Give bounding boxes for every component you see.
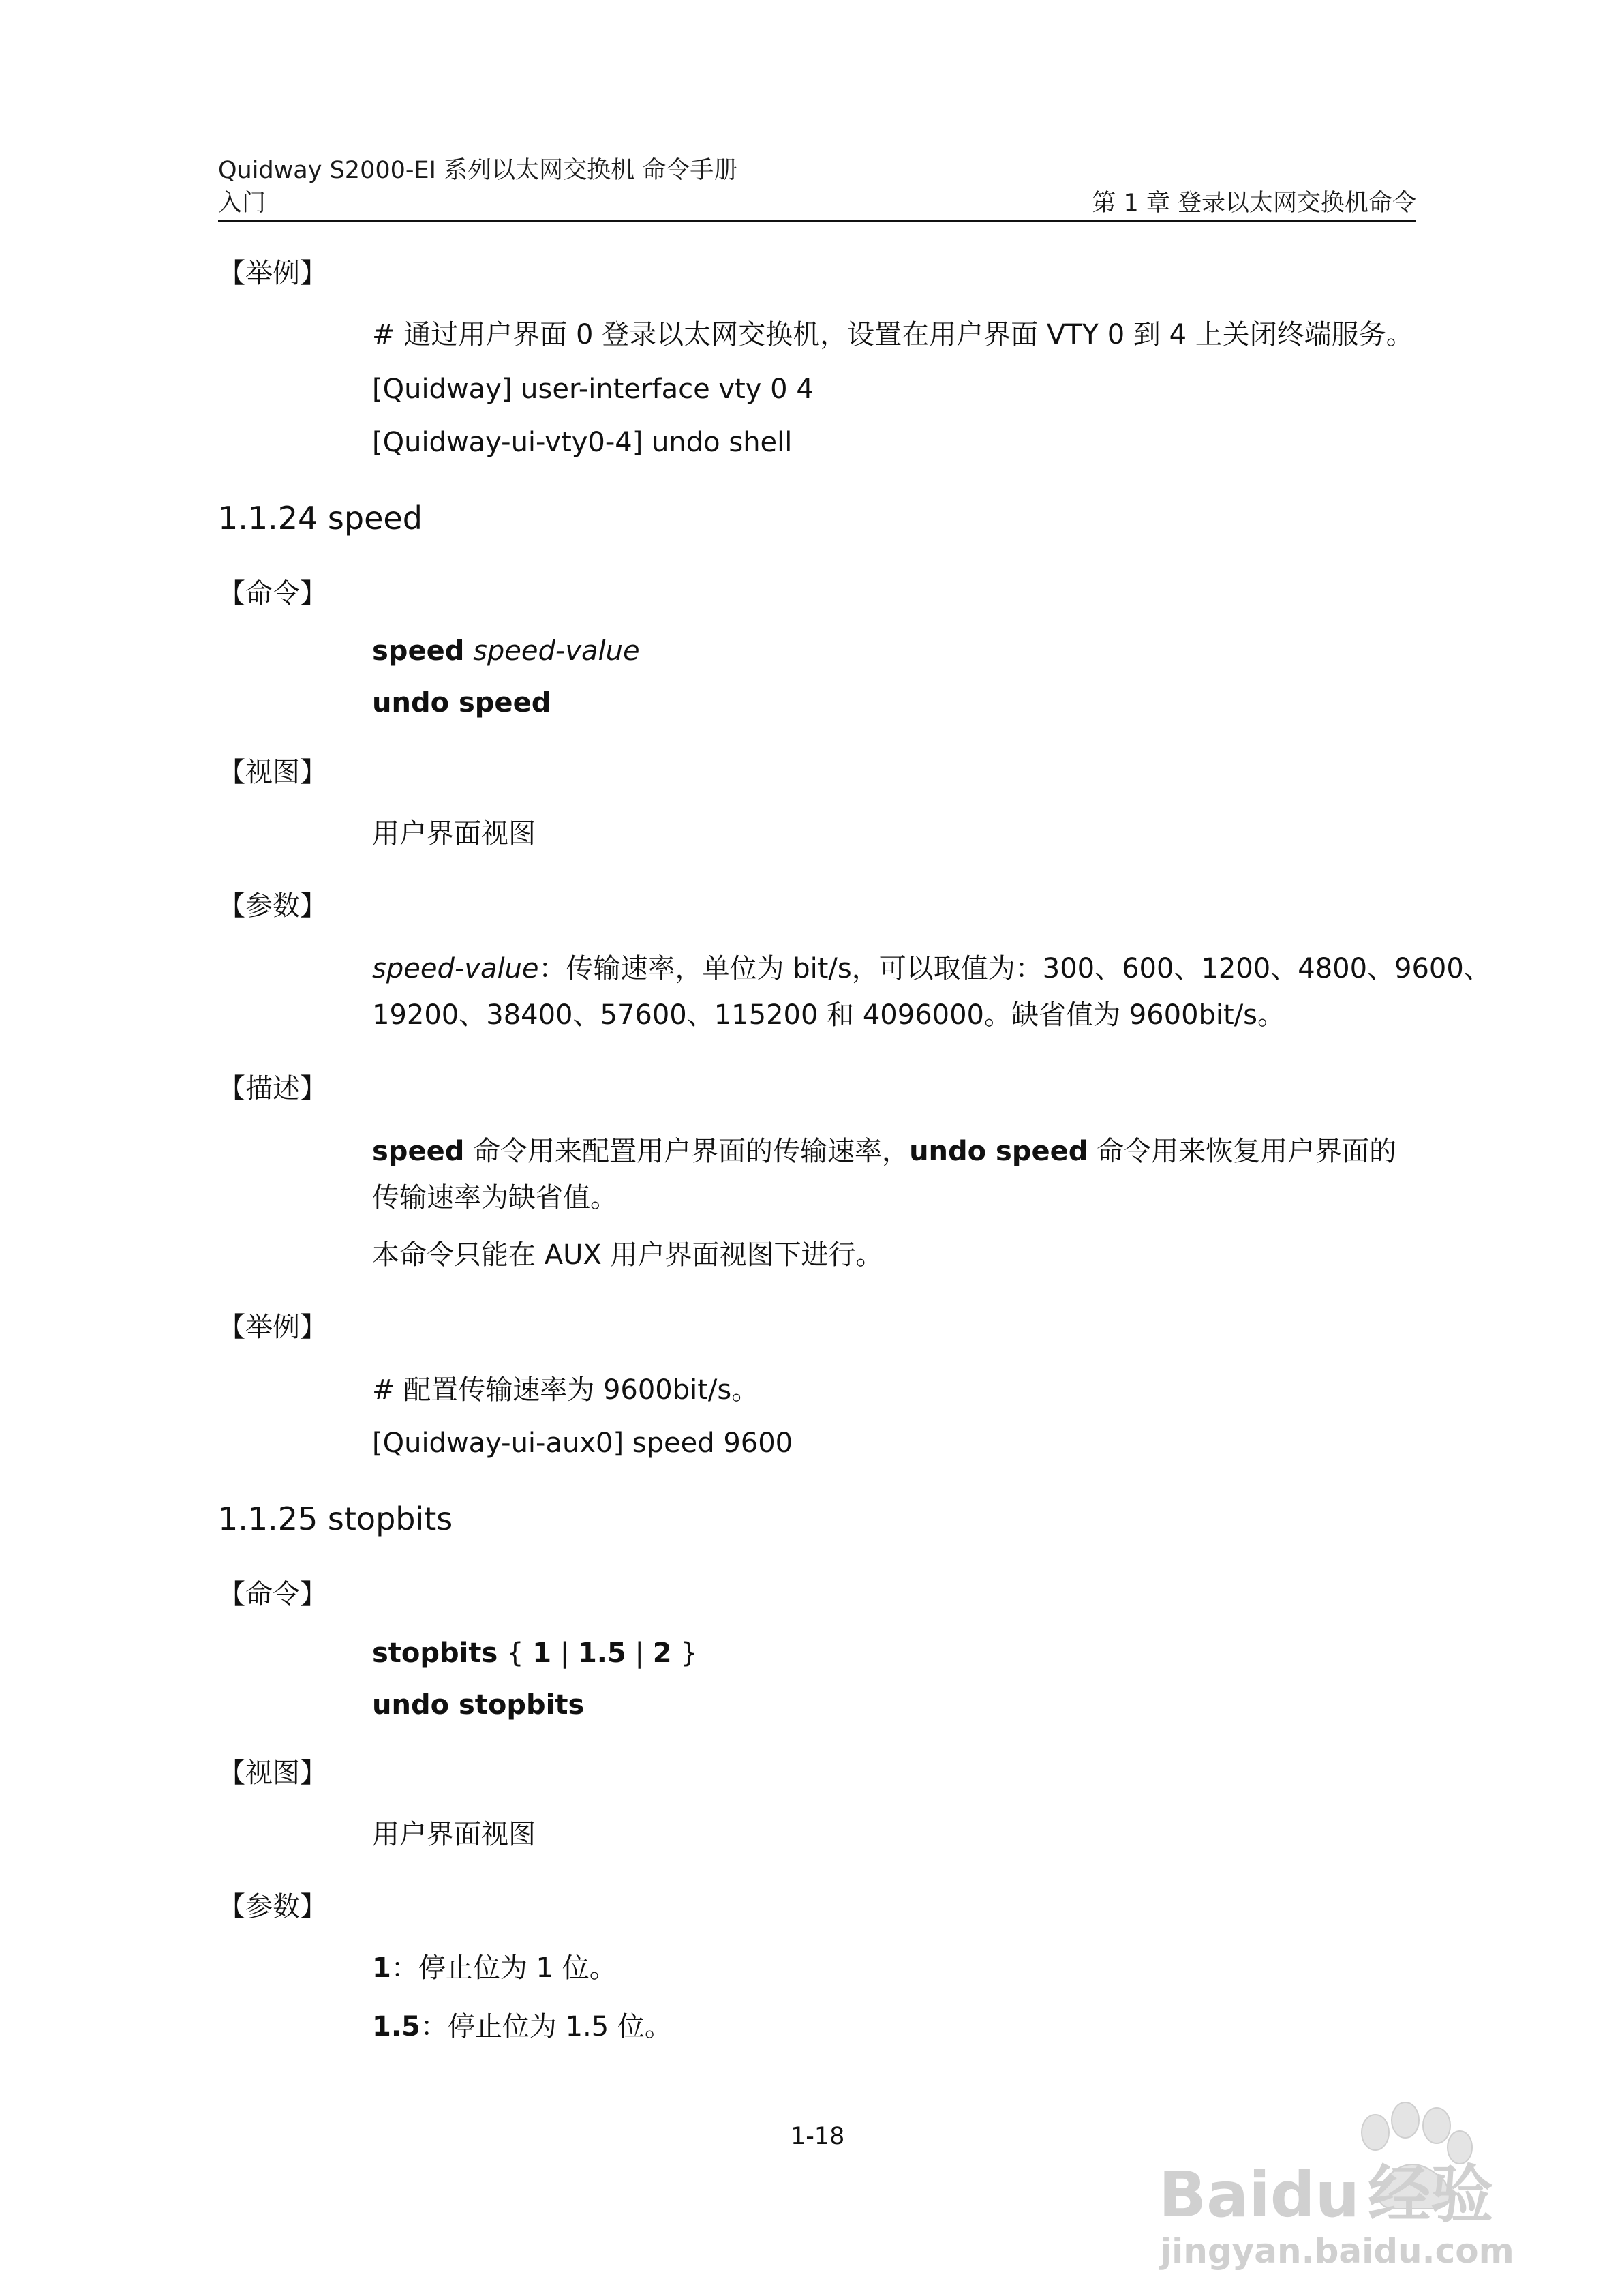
param-key-1-5: 1.5 bbox=[372, 2011, 420, 2042]
desc-text-1: 命令用来配置用户界面的传输速率， bbox=[464, 1136, 910, 1167]
desc-line-2: 传输速率为缺省值。 bbox=[372, 1182, 617, 1213]
param-line-1 bbox=[372, 952, 1491, 986]
command-line-2 bbox=[372, 686, 551, 720]
example-label-speed: 【举例】 bbox=[218, 1312, 327, 1343]
command-line-1 bbox=[372, 634, 640, 668]
brace-close: } bbox=[671, 1637, 698, 1669]
param-stopbits-1 bbox=[372, 1951, 617, 1985]
example-code-2: [Quidway-ui-vty0-4] undo shell bbox=[372, 427, 793, 458]
param-line-2: 19200、38400、57600、115200 和 4096000。缺省值为 9600bit/s。 bbox=[372, 999, 1285, 1031]
undo-stopbits-command: undo stopbits bbox=[372, 1689, 585, 1721]
brace-open: { bbox=[498, 1637, 533, 1669]
stopbits-command-line-1 bbox=[372, 1636, 698, 1670]
example-speed-comment: # 配置传输速率为 9600bit/s。 bbox=[372, 1374, 759, 1406]
example-speed-code: [Quidway-ui-aux0] speed 9600 bbox=[372, 1428, 793, 1459]
param-desc: ：传输速率，单位为 bit/s，可以取值为：300、600、1200、4800、9600、 bbox=[538, 953, 1491, 984]
header-rule bbox=[218, 220, 1416, 222]
page-number: 1-18 bbox=[791, 2123, 845, 2150]
watermark-brand: Bai bbox=[1159, 2158, 1270, 2231]
separator-2: | bbox=[626, 1637, 653, 1669]
param-label: 【参数】 bbox=[218, 890, 327, 922]
desc-label: 【描述】 bbox=[218, 1073, 327, 1104]
watermark-url: jingyan.baidu.com bbox=[1160, 2231, 1514, 2271]
example-label: 【举例】 bbox=[218, 258, 327, 289]
param-stopbits-1-5 bbox=[372, 2010, 672, 2044]
baidu-watermark bbox=[1159, 2072, 1567, 2277]
example-code-1: [Quidway] user-interface vty 0 4 bbox=[372, 374, 814, 405]
param-label-stopbits: 【参数】 bbox=[218, 1891, 327, 1922]
undo-command: undo speed bbox=[372, 687, 551, 719]
desc-keyword-1: speed bbox=[372, 1136, 465, 1167]
view-label-stopbits: 【视图】 bbox=[218, 1757, 327, 1789]
view-text: 用户界面视图 bbox=[372, 818, 536, 849]
header-section: 入门 bbox=[218, 190, 266, 217]
header-title: Quidway S2000-EI 系列以太网交换机 命令手册 bbox=[218, 157, 738, 184]
param-key-1: 1 bbox=[372, 1952, 391, 1984]
stopbits-keyword: stopbits bbox=[372, 1637, 498, 1669]
header-chapter: 第 1 章 登录以太网交换机命令 bbox=[1092, 190, 1416, 217]
option-1-5: 1.5 bbox=[577, 1637, 626, 1669]
desc-line-3: 本命令只能在 AUX 用户界面视图下进行。 bbox=[372, 1239, 883, 1271]
watermark-brand-2: du bbox=[1270, 2158, 1360, 2231]
command-label: 【命令】 bbox=[218, 578, 327, 609]
stopbits-command-line-2 bbox=[372, 1688, 584, 1722]
param-text-1-5: ：停止位为 1.5 位。 bbox=[420, 2011, 672, 2042]
watermark-product: 经验 bbox=[1368, 2158, 1494, 2231]
option-1: 1 bbox=[532, 1637, 552, 1669]
example-comment: # 通过用户界面 0 登录以太网交换机，设置在用户界面 VTY 0 到 4 上关闭终端服务。 bbox=[372, 319, 1413, 350]
view-text-stopbits: 用户界面视图 bbox=[372, 1819, 536, 1850]
command-keyword: speed bbox=[372, 635, 465, 667]
section-heading-stopbits: 1.1.25 stopbits bbox=[218, 1500, 453, 1537]
separator-1: | bbox=[551, 1637, 578, 1669]
param-name: speed-value bbox=[372, 953, 539, 984]
param-text-1: ：停止位为 1 位。 bbox=[391, 1952, 617, 1984]
desc-keyword-2: undo speed bbox=[909, 1136, 1088, 1167]
section-heading-speed: 1.1.24 speed bbox=[218, 500, 423, 537]
option-2: 2 bbox=[652, 1637, 672, 1669]
desc-text-2: 命令用来恢复用户界面的 bbox=[1088, 1136, 1397, 1167]
command-argument: speed-value bbox=[473, 635, 640, 667]
desc-line-1 bbox=[372, 1134, 1396, 1168]
command-label-stopbits: 【命令】 bbox=[218, 1579, 327, 1610]
view-label: 【视图】 bbox=[218, 757, 327, 788]
